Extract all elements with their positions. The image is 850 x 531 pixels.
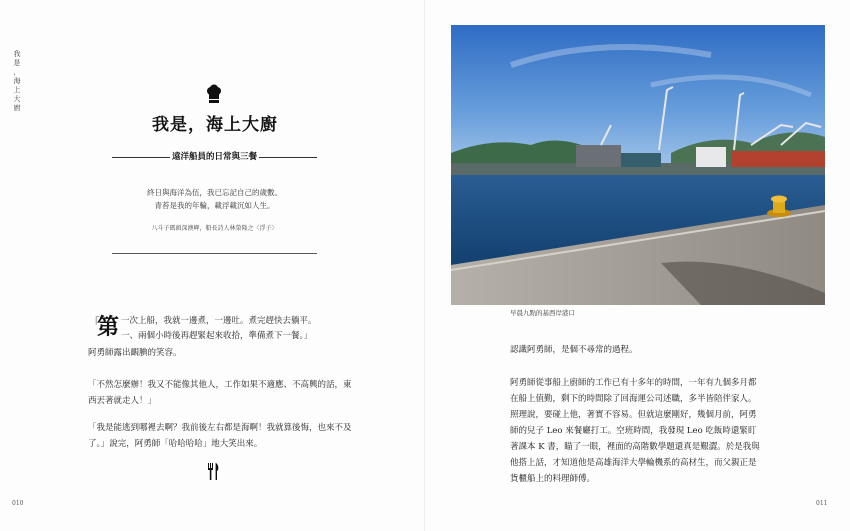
fork-knife-icon: [206, 463, 220, 480]
side-tab-char: 海: [13, 77, 21, 85]
epigraph-line: 青苔是我的年輪，載浮載沉如人生。: [154, 201, 275, 210]
opening-lines: [121, 314, 356, 344]
page-number: 011: [816, 500, 828, 507]
body-paragraph: 「不然怎麼辦！我又不能像其他人，工作如果不適應、不高興的話，東西丟著就走人！」: [88, 380, 352, 406]
opening-line: 一次上船，我就一邊煮，一邊吐。煮完趕快去躺平。: [121, 316, 317, 326]
side-tab-char: ，: [13, 68, 21, 76]
body-paragraph: 認識阿勇師，是個不尋常的過程。: [510, 345, 638, 355]
harbor-photo: [451, 25, 825, 305]
opening-bracket: 「: [88, 316, 101, 330]
epigraph-line: 終日與海洋為伍，我已忘記自己的歲數。: [147, 188, 282, 197]
chef-hat-icon: [206, 84, 222, 104]
epigraph: [112, 186, 317, 212]
section-divider: [112, 253, 317, 254]
page-number: 010: [12, 500, 24, 507]
side-tab-char: 上: [13, 86, 21, 94]
subtitle-row: [112, 150, 317, 164]
side-tab: [11, 50, 23, 113]
body-paragraph: 「我是能逃到哪裡去啊？我前後左右都是海啊！我就算後悔，也來不及了。」說完，阿勇師「哈哈哈哈」地大笑出來。: [88, 423, 352, 449]
opening-line: 一、兩個小時後再趕緊起來收拾，準備煮下一餐。」: [121, 331, 313, 341]
chapter-title: 我是，海上大廚: [152, 115, 278, 135]
epigraph-credit: 八斗子碼頭深澳岬，船長詩人林榮隆之〈浮子〉: [151, 225, 278, 232]
right-page: [425, 0, 850, 531]
side-tab-char: 大: [13, 95, 21, 103]
subtitle-rule-left: [112, 157, 170, 158]
body-paragraph: 阿勇師露出靦腆的笑容。: [88, 348, 182, 358]
photo-caption: 早晨九點的基西岸港口: [510, 309, 575, 317]
body-paragraph: 阿勇師從事船上廚師的工作已有十多年的時間，一年有九個多月都在船上值勤，剩下的時間除了回海運公司述職，多半皆陪伴家人。照理說，要碰上他，著實不容易。但就這麼剛好，幾個月前，阿勇師的兒子 Leo 來餐廳打工。空班時間，我發現 Leo 吃飯時還緊盯著課本 K 書，瞄了一眼，裡面的高階數學題還真是艱澀。於是我與他搭上話，才知道他是高雄海洋大學輪機系的高材生，而父親正是貨櫃船上的料理師傅。: [510, 378, 760, 484]
subtitle-rule-right: [259, 157, 317, 158]
side-tab-char: 廚: [13, 104, 21, 112]
chapter-subtitle: 遠洋船員的日常與三餐: [171, 152, 257, 162]
side-tab-char: 我: [13, 50, 21, 58]
side-tab-char: 是: [13, 59, 21, 67]
drop-cap: 第: [97, 314, 120, 340]
